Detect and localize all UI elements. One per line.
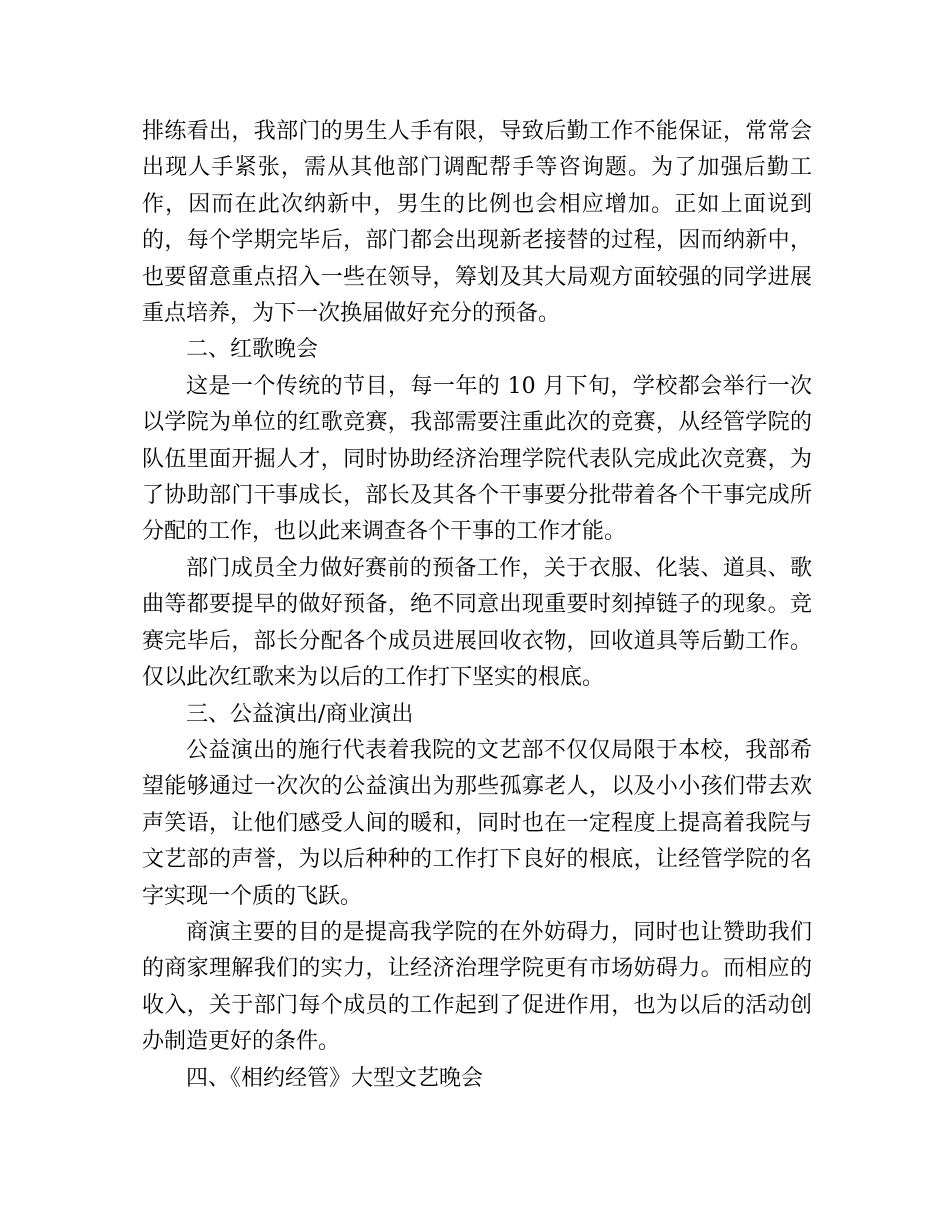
section-heading-gala-evening: 四、《相约经管》大型文艺晚会 (186, 1065, 484, 1091)
document-body (142, 114, 812, 1097)
paragraph-red-song-preparation: 部门成员全力做好赛前的预备工作，关于衣服、化装、道具、歌曲等都要提早的做好预备，绝不同意出现重要时刻掉链子的现象。竞赛完毕后，部长分配各个成员进展回收衣物，回收道具等后勤工作。仅以此次红歌来为以后的工作打下坚实的根底。 (142, 555, 812, 691)
paragraph-red-song-intro: 这是一个传统的节目，每一年的 10 月下旬，学校都会举行一次以学院为单位的红歌竞赛，我部需要注重此次的竞赛，从经管学院的队伍里面开掘人才，同时协助经济治理学院代表队完成此次竞赛，为了协助部门干事成长，部长及其各个干事要分批带着各个干事完成所分配的工作，也以此来调查各个干事的工作才能。 (142, 373, 812, 545)
section-heading-performances: 三、公益演出/商业演出 (186, 701, 414, 727)
paragraph-commercial-performance: 商演主要的目的是提高我学院的在外妨碍力，同时也让赞助我们的商家理解我们的实力，让经济治理学院更有市场妨碍力。而相应的收入，关于部门每个成员的工作起到了促进作用，也为以后的活动创办制造更好的条件。 (142, 919, 812, 1055)
paragraph-continuation: 排练看出，我部门的男生人手有限，导致后勤工作不能保证，常常会出现人手紧张，需从其他部门调配帮手等咨询题。为了加强后勤工作，因而在此次纳新中，男生的比例也会相应增加。正如上面说到的，每个学期完毕后，部门都会出现新老接替的过程，因而纳新中，也要留意重点招入一些在领导，筹划及其大局观方面较强的同学进展重点培养，为下一次换届做好充分的预备。 (142, 119, 812, 327)
section-heading-red-song-gala: 二、红歌晚会 (186, 337, 319, 363)
paragraph-charity-performance: 公益演出的施行代表着我院的文艺部不仅仅局限于本校，我部希望能够通过一次次的公益演出为那些孤寡老人，以及小小孩们带去欢声笑语，让他们感受人间的暖和，同时也在一定程度上提高着我院与文艺部的声誉，为以后种种的工作打下良好的根底，让经管学院的名字实现一个质的飞跃。 (142, 737, 812, 909)
